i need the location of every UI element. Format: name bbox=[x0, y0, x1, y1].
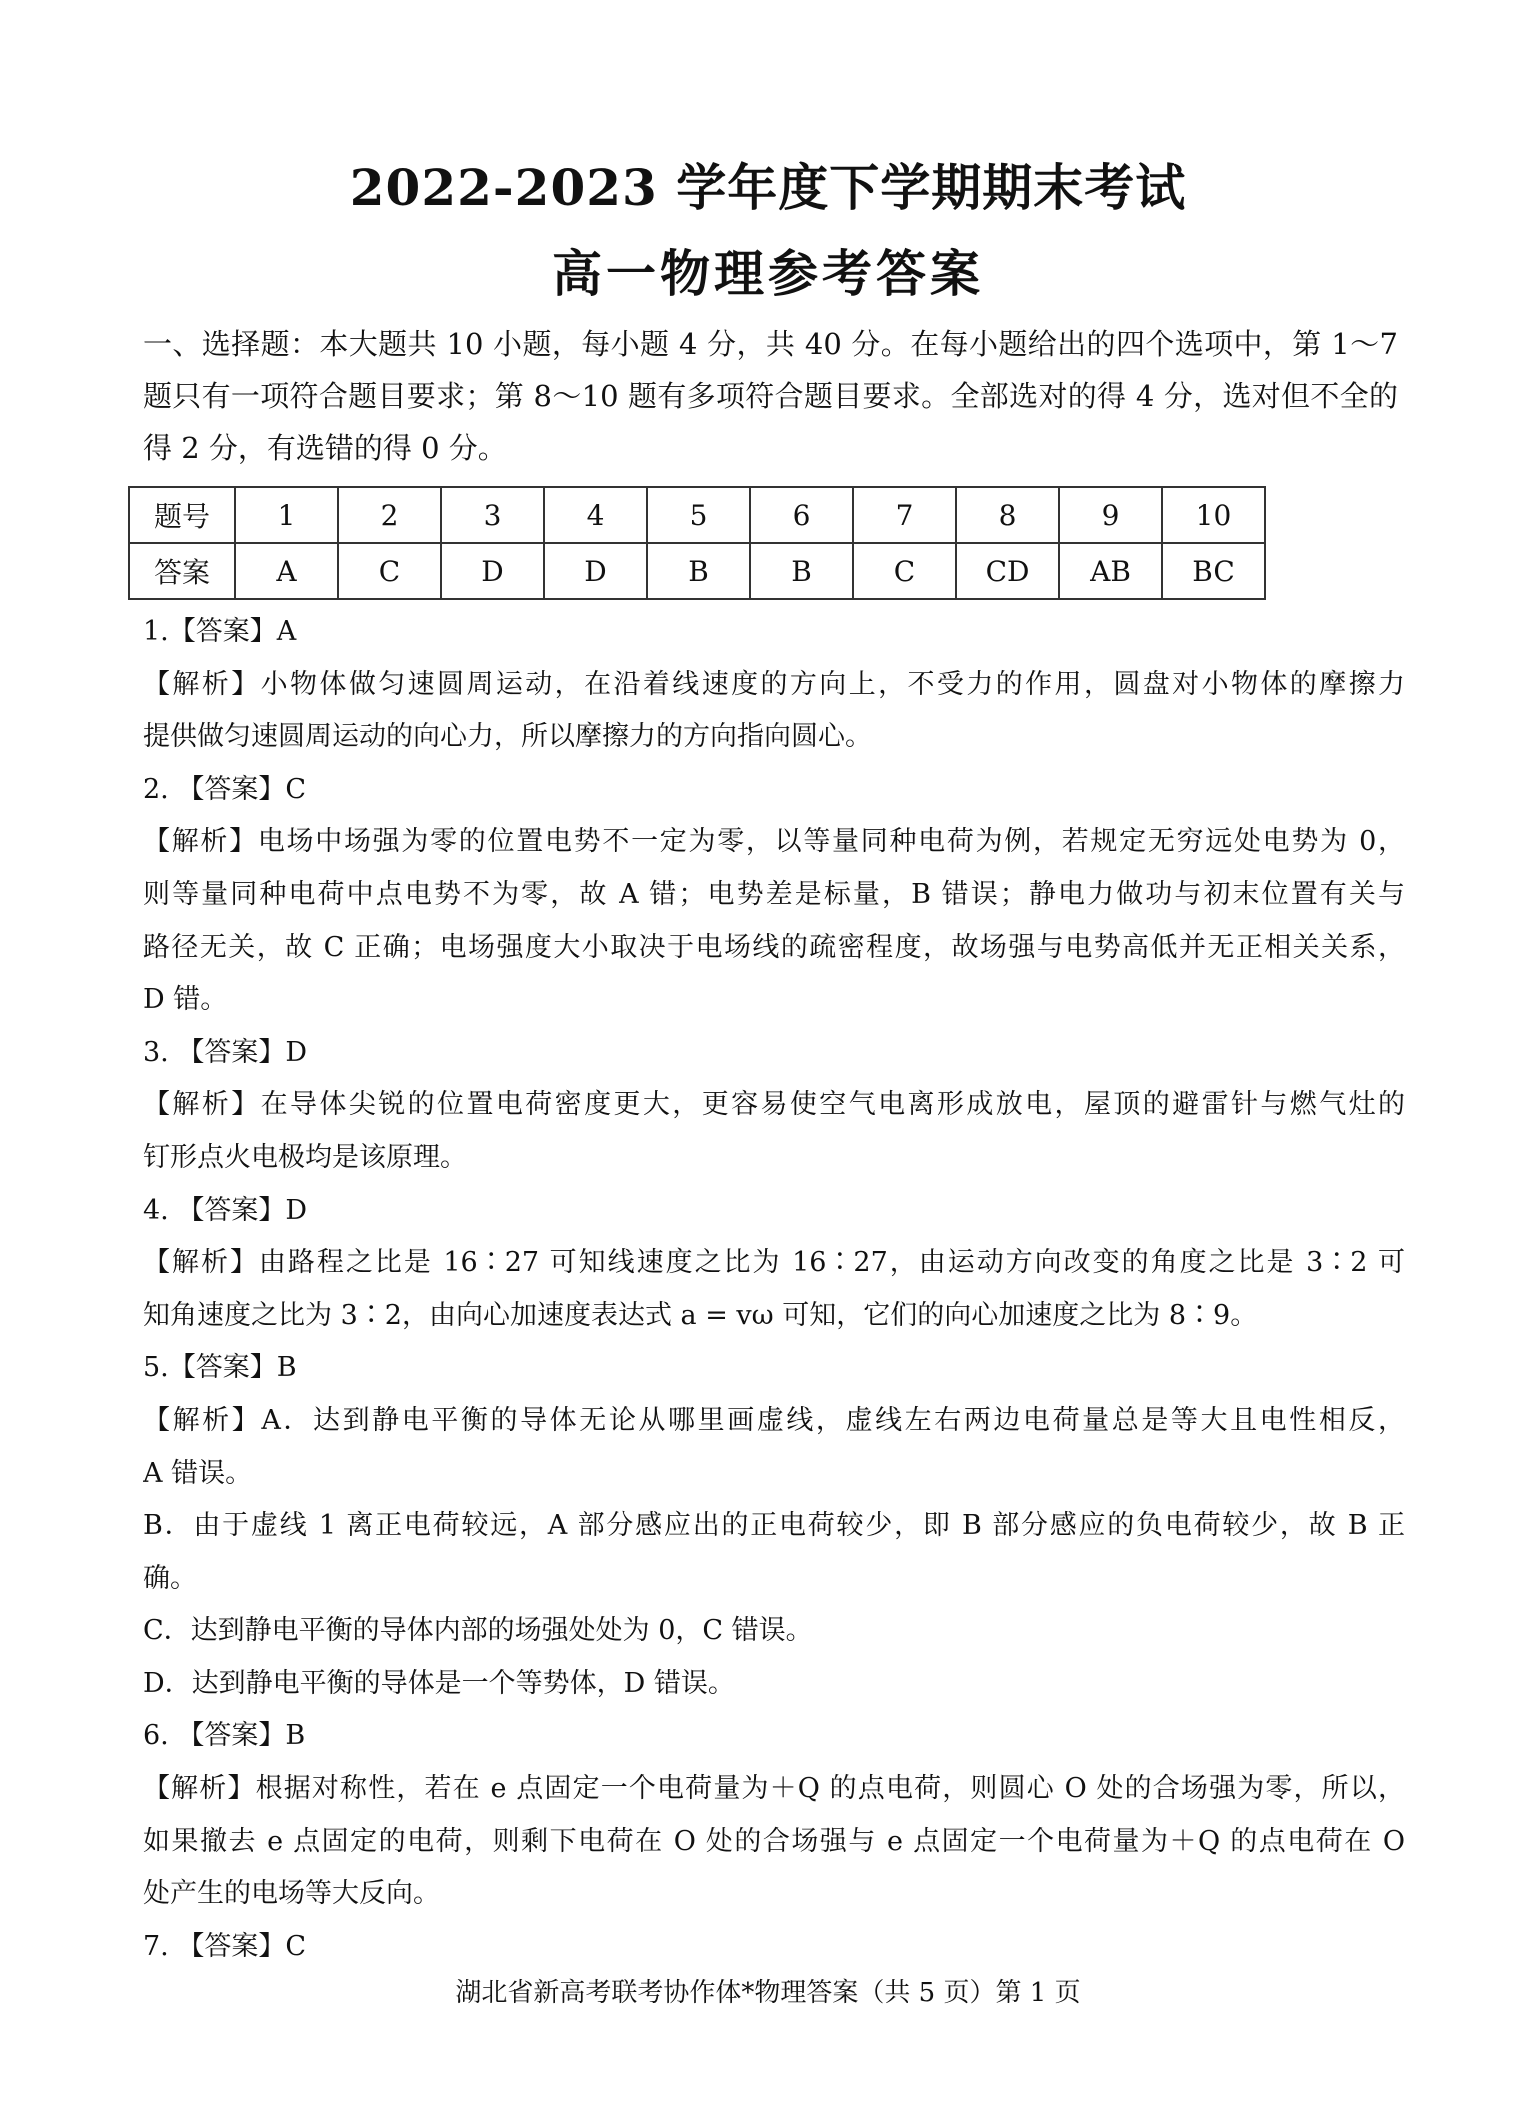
answer-heading: 4. 【答案】D bbox=[143, 1194, 307, 1226]
question-number-cell: 7 bbox=[853, 487, 956, 543]
answer-heading: 1.【答案】A bbox=[143, 616, 297, 647]
explanation-line: 则等量同种电荷中点电势不为零，故 A 错；电势差是标量，B 错误；静电力做功与初末位置有关与 bbox=[143, 878, 1405, 910]
explanation-line: 处产生的电场等大反向。 bbox=[143, 1878, 440, 1910]
question-number-cell: 10 bbox=[1162, 487, 1265, 543]
table-row bbox=[129, 487, 1265, 543]
answer-cell: A bbox=[235, 543, 338, 599]
explanation-line: 【解析】由路程之比是 16∶27 可知线速度之比为 16∶27，由运动方向改变的角度之比是 3∶2 可 bbox=[143, 1247, 1405, 1279]
answer-cell: AB bbox=[1059, 543, 1162, 599]
answer-heading: 7. 【答案】C bbox=[143, 1930, 307, 1962]
explanation-line: 【解析】A．达到静电平衡的导体无论从哪里画虚线，虚线左右两边电荷量总是等大且电性相反， bbox=[143, 1404, 1405, 1436]
answer-cell: BC bbox=[1162, 543, 1265, 599]
explanation-line: 提供做匀速圆周运动的向心力，所以摩擦力的方向指向圆心。 bbox=[143, 721, 872, 753]
explanation-line: 【解析】电场中场强为零的位置电势不一定为零，以等量同种电荷为例，若规定无穷远处电势为 0， bbox=[143, 826, 1405, 858]
table-header-cell: 答案 bbox=[129, 543, 235, 599]
answer-cell: D bbox=[441, 543, 544, 599]
explanation-line: 【解析】小物体做匀速圆周运动，在沿着线速度的方向上，不受力的作用，圆盘对小物体的摩擦力 bbox=[143, 668, 1405, 700]
answer-cell: CD bbox=[956, 543, 1059, 599]
section-intro: 一、选择题：本大题共 10 小题，每小题 4 分，共 40 分。在每小题给出的四个选项中，第 1～7 题只有一项符合题目要求；第 8～10 题有多项符合题目要求。全部选对的得 4 分，选对但不全的得 2 分，有选错的得 0 分。 bbox=[143, 327, 1398, 465]
answer-cell: B bbox=[750, 543, 853, 599]
explanation-line: 路径无关，故 C 正确；电场强度大小取决于电场线的疏密程度，故场强与电势高低并无正相关关系， bbox=[143, 931, 1405, 963]
answer-heading: 6. 【答案】B bbox=[143, 1720, 306, 1752]
explanation-line: D 错。 bbox=[143, 984, 228, 1016]
explanation-line: A 错误。 bbox=[143, 1457, 253, 1489]
answer-heading: 3. 【答案】D bbox=[143, 1036, 307, 1068]
answer-table bbox=[128, 486, 1266, 600]
page-title: 2022-2023 学年度下学期期末考试 bbox=[349, 158, 1187, 217]
answer-heading: 5.【答案】B bbox=[143, 1352, 297, 1384]
question-number-cell: 2 bbox=[338, 487, 441, 543]
explanation-line: B．由于虚线 1 离正电荷较远，A 部分感应出的正电荷较少，即 B 部分感应的负电荷较少，故 B 正 bbox=[143, 1510, 1405, 1542]
question-number-cell: 8 bbox=[956, 487, 1059, 543]
explanation-line: 确。 bbox=[143, 1562, 197, 1594]
explanation-line: 钉形点火电极均是该原理。 bbox=[143, 1141, 467, 1173]
explanation-line: D．达到静电平衡的导体是一个等势体，D 错误。 bbox=[143, 1667, 735, 1699]
question-number-cell: 3 bbox=[441, 487, 544, 543]
explanations bbox=[143, 606, 1405, 1973]
explanation-line: 知角速度之比为 3∶2，由向心加速度表达式 a = vω 可知，它们的向心加速度之比为 8∶9。 bbox=[143, 1299, 1258, 1331]
explanation-line: C．达到静电平衡的导体内部的场强处处为 0，C 错误。 bbox=[143, 1615, 813, 1647]
question-number-cell: 6 bbox=[750, 487, 853, 543]
answer-cell: C bbox=[853, 543, 956, 599]
page-footer: 湖北省新高考联考协作体*物理答案（共 5 页）第 1 页 bbox=[455, 1978, 1081, 2008]
question-number-cell: 9 bbox=[1059, 487, 1162, 543]
explanation-line: 【解析】根据对称性，若在 e 点固定一个电荷量为＋Q 的点电荷，则圆心 O 处的合场强为零，所以， bbox=[143, 1773, 1405, 1805]
table-header-cell: 题号 bbox=[129, 487, 235, 543]
explanation-line: 【解析】在导体尖锐的位置电荷密度更大，更容易使空气电离形成放电，屋顶的避雷针与燃气灶的 bbox=[143, 1089, 1405, 1121]
table-row bbox=[129, 543, 1265, 599]
answer-cell: C bbox=[338, 543, 441, 599]
question-number-cell: 4 bbox=[544, 487, 647, 543]
explanation-line: 如果撤去 e 点固定的电荷，则剩下电荷在 O 处的合场强与 e 点固定一个电荷量为＋Q 的点电荷在 O bbox=[143, 1825, 1405, 1857]
question-number-cell: 1 bbox=[235, 487, 338, 543]
answer-cell: B bbox=[647, 543, 750, 599]
answer-heading: 2. 【答案】C bbox=[143, 773, 307, 805]
page-subtitle: 高一物理参考答案 bbox=[552, 244, 984, 303]
question-number-cell: 5 bbox=[647, 487, 750, 543]
answer-cell: D bbox=[544, 543, 647, 599]
